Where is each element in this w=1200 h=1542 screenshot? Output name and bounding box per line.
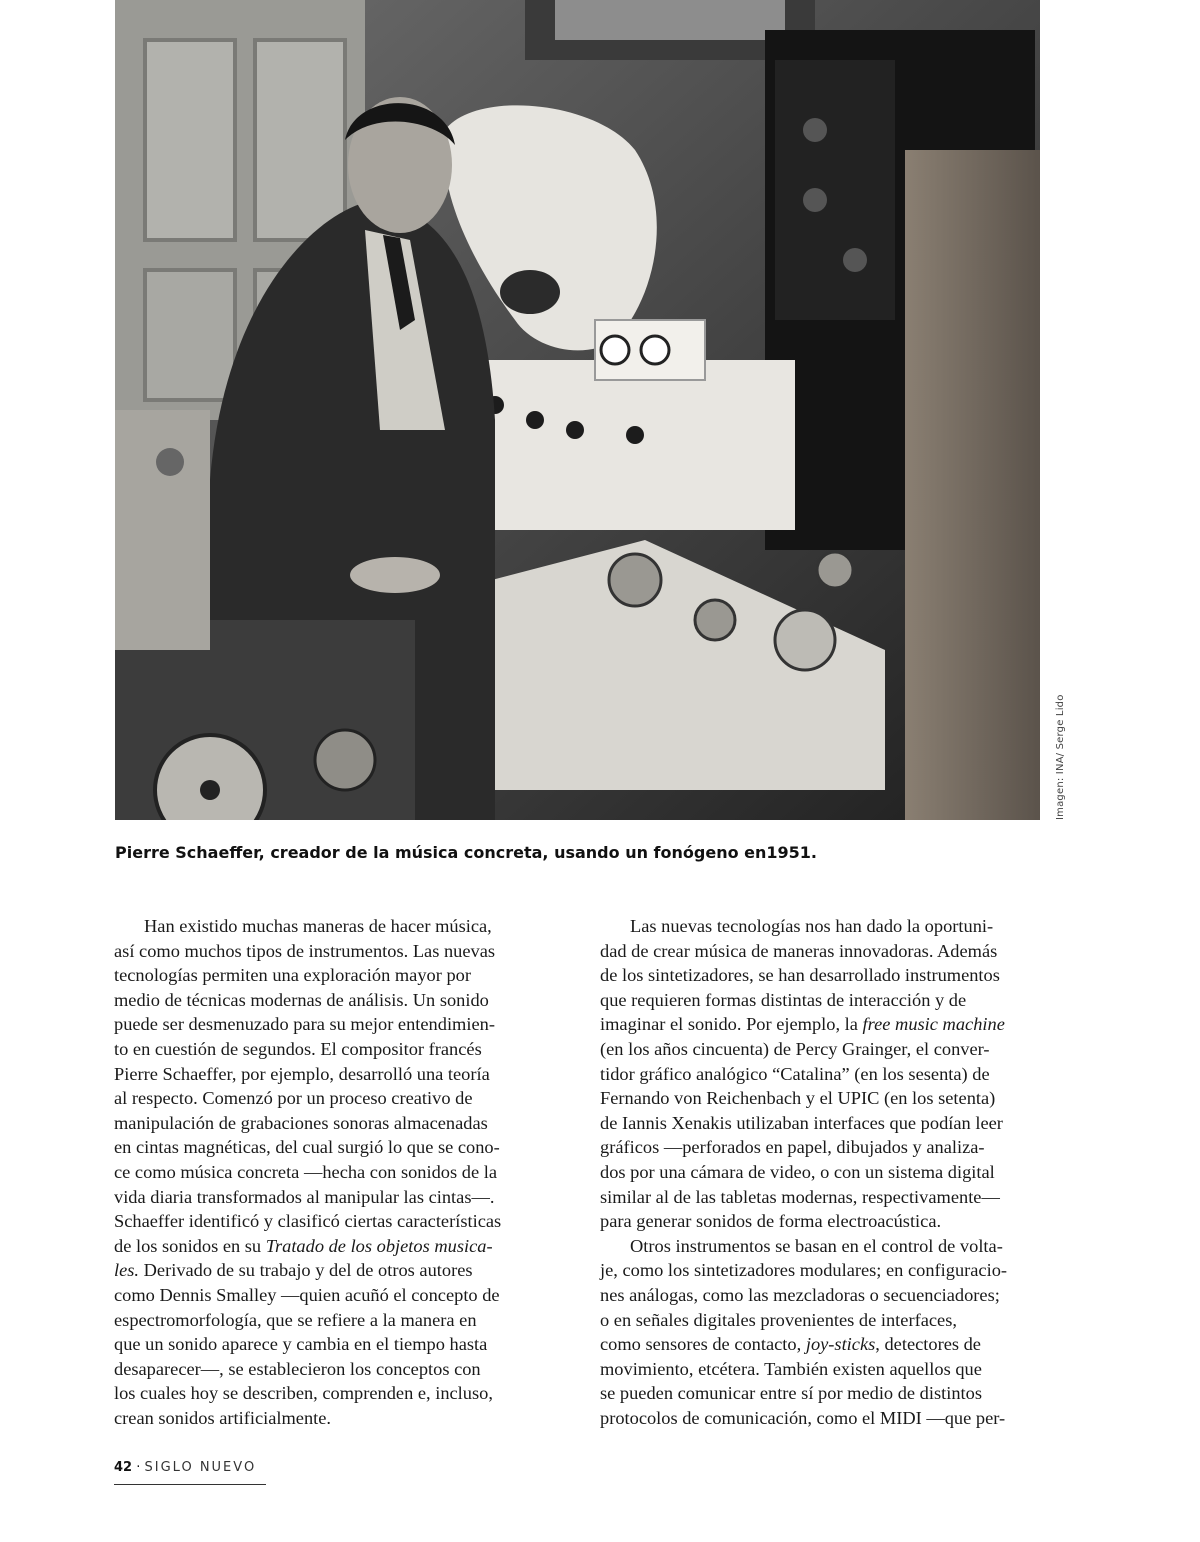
text-line: como Dennis Smalley —quien acuñó el concepto de bbox=[114, 1284, 500, 1305]
text-line: que un sonido aparece y cambia en el tiempo hasta bbox=[114, 1334, 488, 1355]
text-line: desaparecer—, se establecieron los conceptos con bbox=[114, 1358, 481, 1379]
text-line: (en los años cincuenta) de Percy Grainger, el conver- bbox=[600, 1038, 990, 1059]
text-line: que requieren formas distintas de interacción y de bbox=[600, 989, 967, 1010]
text-line: ce como música concreta —hecha con sonidos de la bbox=[114, 1161, 497, 1182]
text-line: tidor gráfico analógico “Catalina” (en los sesenta) de bbox=[600, 1063, 990, 1084]
text-line: movimiento, etcétera. También existen aquellos que bbox=[600, 1358, 982, 1379]
text-line: o en señales digitales provenientes de interfaces, bbox=[600, 1309, 957, 1330]
text-line: dos por una cámara de video, o con un sistema digital bbox=[600, 1161, 995, 1182]
text-line: protocolos de comunicación, como el MIDI —que per- bbox=[600, 1407, 1006, 1428]
text-line: Pierre Schaeffer, por ejemplo, desarrolló una teoría bbox=[114, 1063, 490, 1084]
photo-illustration bbox=[115, 0, 1040, 820]
text-line: se pueden comunicar entre sí por medio de distintos bbox=[600, 1383, 983, 1404]
page-number: 42 bbox=[114, 1460, 133, 1475]
text-line: Schaeffer identificó y clasificó ciertas características bbox=[114, 1211, 502, 1232]
article-photo bbox=[115, 0, 1040, 820]
text-line: Las nuevas tecnologías nos han dado la oportuni- bbox=[630, 916, 994, 936]
text-line: de los sintetizadores, se han desarrollado instrumentos bbox=[600, 965, 1000, 986]
publication-name: SIGLO NUEVO bbox=[144, 1460, 257, 1475]
text-line: así como muchos tipos de instrumentos. Las nuevas bbox=[114, 940, 496, 961]
left-column bbox=[114, 914, 569, 1430]
text-line: puede ser desmenuzado para su mejor entendimien- bbox=[114, 1014, 495, 1035]
text-fragment: Derivado de su trabajo y del de otros autores bbox=[143, 1260, 473, 1281]
text-line: para generar sonidos de forma electroacústica. bbox=[600, 1211, 942, 1232]
text-fragment: imaginar el sonido. Por ejemplo, la bbox=[600, 1014, 858, 1035]
text-line: to en cuestión de segundos. El compositor francés bbox=[114, 1038, 482, 1059]
text-fragment: como sensores de contacto, bbox=[600, 1334, 802, 1355]
footer-rule bbox=[114, 1484, 266, 1485]
text-line: vida diaria transformados al manipular las cintas—. bbox=[114, 1186, 495, 1207]
page-footer bbox=[114, 1460, 266, 1475]
text-line: similar al de las tabletas modernas, respectivamente— bbox=[600, 1186, 1000, 1207]
text-line: los cuales hoy se describen, comprenden e, incluso, bbox=[114, 1383, 493, 1404]
text-line: je, como los sintetizadores modulares; en configuracio- bbox=[600, 1260, 1008, 1281]
text-line: espectromorfología, que se refiere a la manera en bbox=[114, 1309, 477, 1330]
text-line: crean sonidos artificialmente. bbox=[114, 1407, 332, 1428]
instrument-name: free music machine bbox=[862, 1014, 1005, 1035]
text-line: de Iannis Xenakis utilizaban interfaces que podían leer bbox=[600, 1112, 1003, 1133]
device-name: joy-sticks bbox=[805, 1334, 876, 1355]
text-fragment: de los sonidos en su bbox=[114, 1235, 262, 1256]
text-line: dad de crear música de maneras innovadoras. Además bbox=[600, 940, 998, 961]
photo-caption: Pierre Schaeffer, creador de la música concreta, usando un fonógeno en1951. bbox=[115, 843, 817, 862]
text-line: en cintas magnéticas, del cual surgió lo que se cono- bbox=[114, 1137, 500, 1158]
footer-separator: · bbox=[136, 1460, 141, 1475]
text-line bbox=[114, 1234, 569, 1259]
text-line: al respecto. Comenzó por un proceso creativo de bbox=[114, 1088, 473, 1109]
text-line: gráficos —perforados en papel, dibujados y analiza- bbox=[600, 1137, 985, 1158]
text-line: Otros instrumentos se basan en el control de volta- bbox=[630, 1235, 1003, 1256]
text-line: medio de técnicas modernas de análisis. Un sonido bbox=[114, 989, 489, 1010]
right-column bbox=[600, 914, 1045, 1430]
text-line: manipulación de grabaciones sonoras almacenadas bbox=[114, 1112, 488, 1133]
book-title: Tratado de los objetos musica- bbox=[265, 1235, 493, 1256]
text-fragment: , detectores de bbox=[875, 1334, 981, 1355]
text-line bbox=[600, 1012, 1045, 1037]
text-line: Fernando von Reichenbach y el UPIC (en los setenta) bbox=[600, 1088, 996, 1109]
text-line bbox=[600, 1332, 1045, 1357]
book-title-end: les. bbox=[114, 1260, 140, 1281]
text-line bbox=[114, 1258, 569, 1283]
photo-credit: Imagen: INA/ Serge Lido bbox=[1055, 694, 1066, 820]
text-line: nes análogas, como las mezcladoras o secuenciadores; bbox=[600, 1284, 1000, 1305]
text-line: tecnologías permiten una exploración mayor por bbox=[114, 965, 471, 986]
text-line: Han existido muchas maneras de hacer música, bbox=[144, 916, 492, 936]
